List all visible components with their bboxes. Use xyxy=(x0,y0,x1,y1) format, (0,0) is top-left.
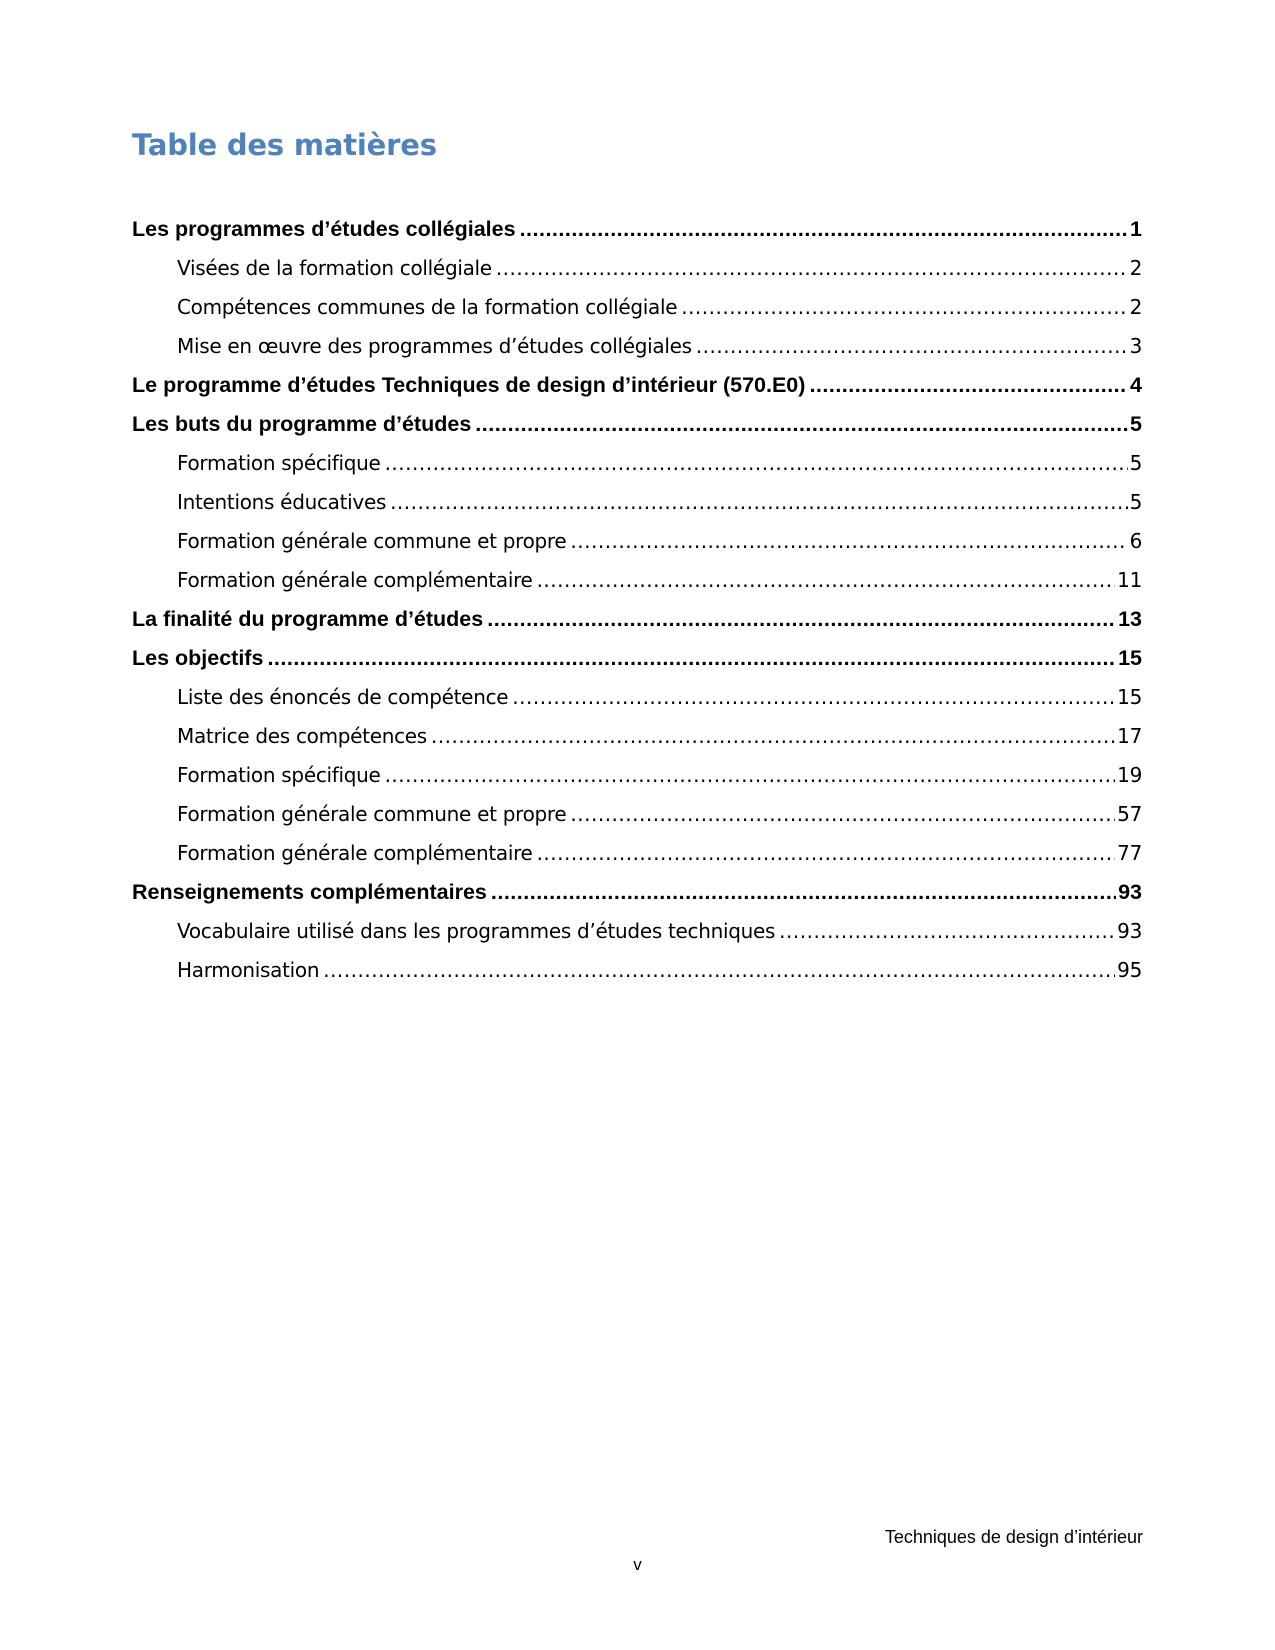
toc-entry-page: 77 xyxy=(1117,841,1142,865)
dot-leader xyxy=(696,327,1128,366)
dot-leader xyxy=(809,366,1128,405)
toc-entry-label: Les buts du programme d’études xyxy=(132,412,472,436)
toc-entry-label: Mise en œuvre des programmes d’études collégiales xyxy=(177,334,692,358)
dot-leader xyxy=(491,873,1116,912)
toc-entry-label: Renseignements complémentaires xyxy=(132,880,487,904)
toc-entry-page: 15 xyxy=(1118,646,1142,670)
toc-entry[interactable] xyxy=(132,873,1142,912)
toc-entry[interactable] xyxy=(132,405,1142,444)
dot-leader xyxy=(431,717,1115,756)
toc-entry-page: 93 xyxy=(1118,880,1142,904)
toc-entry-label: Les programmes d’études collégiales xyxy=(132,217,516,241)
toc-entry-label: Formation générale commune et propre xyxy=(177,529,567,553)
toc-entry-label: Compétences communes de la formation collégiale xyxy=(177,295,678,319)
toc-entry-page: 15 xyxy=(1117,685,1142,709)
toc-entry-page: 95 xyxy=(1117,958,1142,982)
toc-entry[interactable] xyxy=(132,366,1142,405)
page-title: Table des matières xyxy=(132,128,437,162)
toc-entry-page: 11 xyxy=(1117,568,1142,592)
toc-entry-page: 5 xyxy=(1129,451,1142,475)
toc-entry-label: Matrice des compétences xyxy=(177,724,427,748)
dot-leader xyxy=(681,288,1127,327)
toc-entry[interactable] xyxy=(132,522,1142,561)
page-number: v xyxy=(633,1555,642,1574)
toc-entry-label: Vocabulaire utilisé dans les programmes d’études techniques xyxy=(177,919,776,943)
toc-entry-page: 5 xyxy=(1130,412,1142,436)
toc-entry-page: 6 xyxy=(1129,529,1142,553)
table-of-contents xyxy=(132,210,1142,990)
toc-entry[interactable] xyxy=(132,249,1142,288)
toc-entry-label: La finalité du programme d’études xyxy=(132,607,484,631)
toc-entry[interactable] xyxy=(132,561,1142,600)
toc-entry[interactable] xyxy=(132,834,1142,873)
toc-entry[interactable] xyxy=(132,288,1142,327)
dot-leader xyxy=(475,405,1128,444)
toc-entry[interactable] xyxy=(132,756,1142,795)
dot-leader xyxy=(267,639,1116,678)
toc-entry-label: Les objectifs xyxy=(132,646,264,670)
toc-entry-page: 17 xyxy=(1117,724,1142,748)
toc-entry[interactable] xyxy=(132,327,1142,366)
toc-entry[interactable] xyxy=(132,444,1142,483)
toc-entry-label: Formation spécifique xyxy=(177,763,381,787)
toc-entry[interactable] xyxy=(132,210,1142,249)
dot-leader xyxy=(570,795,1115,834)
dot-leader xyxy=(537,561,1116,600)
toc-entry-label: Formation générale complémentaire xyxy=(177,568,533,592)
toc-entry[interactable] xyxy=(132,678,1142,717)
dot-leader xyxy=(512,678,1115,717)
dot-leader xyxy=(385,756,1116,795)
toc-entry-page: 2 xyxy=(1129,295,1142,319)
dot-leader xyxy=(323,951,1115,990)
toc-entry-page: 2 xyxy=(1129,256,1142,280)
toc-entry-page: 5 xyxy=(1129,490,1142,514)
toc-entry[interactable] xyxy=(132,600,1142,639)
toc-entry-label: Visées de la formation collégiale xyxy=(177,256,492,280)
dot-leader xyxy=(390,483,1127,522)
dot-leader xyxy=(496,249,1128,288)
toc-entry-page: 57 xyxy=(1117,802,1142,826)
toc-entry-label: Intentions éducatives xyxy=(177,490,387,514)
dot-leader xyxy=(487,600,1116,639)
toc-entry-label: Formation générale commune et propre xyxy=(177,802,567,826)
toc-entry[interactable] xyxy=(132,639,1142,678)
toc-entry-page: 93 xyxy=(1117,919,1142,943)
toc-entry[interactable] xyxy=(132,951,1142,990)
toc-entry-page: 4 xyxy=(1130,373,1142,397)
toc-entry-page: 13 xyxy=(1118,607,1142,631)
toc-entry-page: 1 xyxy=(1130,217,1142,241)
toc-entry-label: Liste des énoncés de compétence xyxy=(177,685,509,709)
toc-entry-page: 19 xyxy=(1117,763,1142,787)
toc-entry-label: Formation spécifique xyxy=(177,451,381,475)
toc-entry[interactable] xyxy=(132,912,1142,951)
dot-leader xyxy=(520,210,1128,249)
toc-entry-label: Formation générale complémentaire xyxy=(177,841,533,865)
toc-entry[interactable] xyxy=(132,795,1142,834)
dot-leader xyxy=(537,834,1116,873)
dot-leader xyxy=(385,444,1128,483)
toc-entry-label: Le programme d’études Techniques de design d’intérieur (570.E0) xyxy=(132,373,806,397)
footer-document-title: Techniques de design d’intérieur xyxy=(884,1527,1143,1547)
toc-entry[interactable] xyxy=(132,717,1142,756)
toc-entry[interactable] xyxy=(132,483,1142,522)
dot-leader xyxy=(779,912,1115,951)
dot-leader xyxy=(570,522,1127,561)
toc-entry-page: 3 xyxy=(1129,334,1142,358)
toc-entry-label: Harmonisation xyxy=(177,958,320,982)
